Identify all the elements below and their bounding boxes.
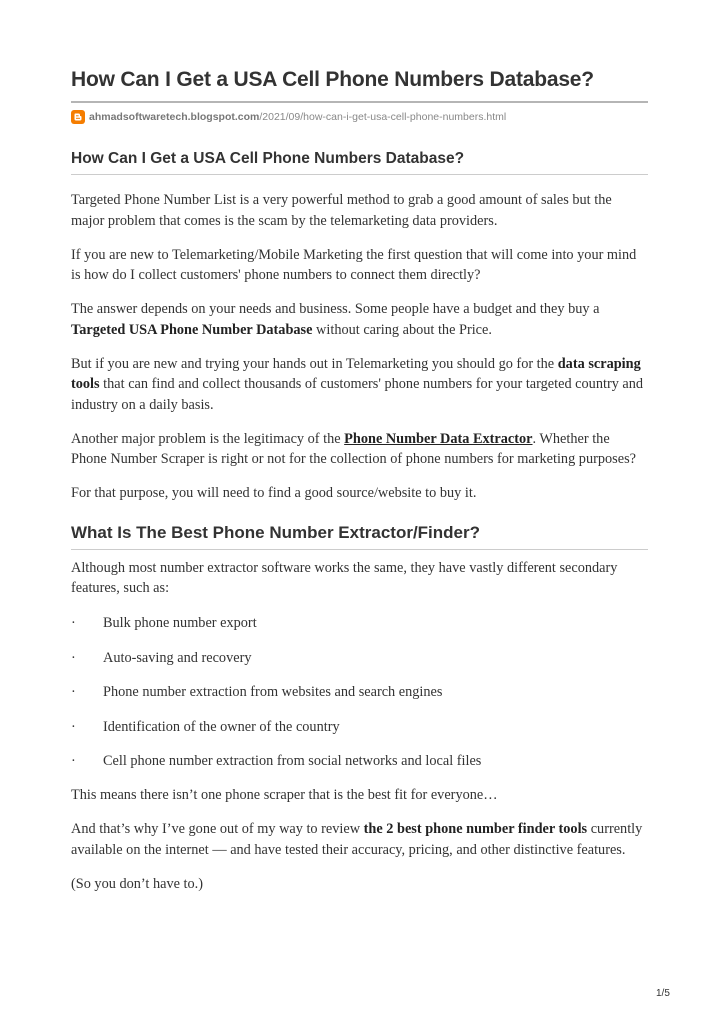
blogger-icon bbox=[71, 110, 85, 124]
bullet-mark: · bbox=[71, 718, 76, 735]
paragraph-10: (So you don’t have to.) bbox=[71, 875, 203, 892]
paragraph-4-bold: data scraping tools bbox=[71, 355, 641, 392]
paragraph-5-text-end: . Whether the Phone Number Scraper is right or not for the collection of phone numbers for marketing purposes? bbox=[71, 430, 636, 467]
paragraph-3-text: The answer depends on your needs and business. Some people have a budget and they buy a bbox=[71, 301, 600, 317]
paragraph-6: For that purpose, you will need to find a good source/website to buy it. bbox=[71, 485, 477, 501]
list-item-text: Auto-saving and recovery bbox=[103, 649, 252, 666]
section-heading-1: How Can I Get a USA Cell Phone Numbers Database? bbox=[71, 150, 465, 167]
paragraph-4 bbox=[71, 354, 648, 416]
paragraph-5 bbox=[71, 429, 648, 470]
paragraph-2: If you are new to Telemarketing/Mobile Marketing the first question that will come into your mind is how do I collect customers' phone numbers to connect them directly? bbox=[71, 246, 637, 283]
list-item bbox=[71, 613, 648, 633]
paragraph-9-bold: the 2 best phone number finder tools bbox=[363, 821, 588, 837]
paragraph-5-text: Another major problem is the legitimacy of the bbox=[71, 430, 345, 447]
list-item-text: Phone number extraction from websites and search engines bbox=[103, 684, 443, 700]
source-domain[interactable]: ahmadsoftwaretech.blogspot.com bbox=[89, 111, 260, 123]
paragraph-4-text-end: that can find and collect thousands of customers' phone numbers for your targeted country and industry on a daily basis. bbox=[71, 376, 644, 413]
paragraph-8: This means there isn’t one phone scraper that is the best fit for everyone… bbox=[71, 787, 498, 803]
document-page bbox=[71, 0, 648, 894]
paragraph-9-text-end: currently available on the internet — and have tested their accuracy, pricing, and other distinctive features. bbox=[71, 821, 643, 858]
heading-divider-2 bbox=[71, 549, 648, 550]
paragraph-9 bbox=[71, 819, 648, 860]
list-item-text: Bulk phone number export bbox=[103, 615, 257, 631]
paragraph-1: Targeted Phone Number List is a very powerful method to grab a good amount of sales but the major problem that comes is the scam by the telemarketing data providers. bbox=[71, 192, 612, 229]
paragraph-3 bbox=[71, 299, 648, 340]
source-path[interactable]: /2021/09/how-can-i-get-usa-cell-phone-numbers.html bbox=[259, 111, 507, 123]
list-item bbox=[71, 717, 648, 737]
section-heading-2: What Is The Best Phone Number Extractor/Finder? bbox=[71, 522, 481, 542]
title-divider bbox=[71, 101, 648, 103]
list-item bbox=[71, 682, 648, 702]
bullet-mark: · bbox=[71, 753, 76, 769]
list-item bbox=[71, 648, 648, 668]
source-url[interactable] bbox=[71, 108, 648, 126]
list-item-text: Identification of the owner of the country bbox=[103, 718, 340, 735]
paragraph-4-text: But if you are new and trying your hands out in Telemarketing you should go for the bbox=[71, 355, 558, 372]
paragraph-3-bold: Targeted USA Phone Number Database bbox=[71, 321, 313, 338]
bullet-mark: · bbox=[71, 649, 76, 666]
phone-number-data-extractor-link[interactable]: Phone Number Data Extractor bbox=[344, 430, 533, 447]
bullet-mark: · bbox=[71, 615, 76, 631]
paragraph-9-text: And that’s why I’ve gone out of my way to review bbox=[71, 821, 364, 837]
document-title: How Can I Get a USA Cell Phone Numbers Database? bbox=[71, 68, 594, 91]
list-item-text: Cell phone number extraction from social networks and local files bbox=[103, 753, 482, 769]
paragraph-3-text-end: without caring about the Price. bbox=[312, 321, 492, 338]
paragraph-7: Although most number extractor software works the same, they have vastly different secondary features, such as: bbox=[71, 559, 618, 596]
heading-divider-1 bbox=[71, 174, 648, 175]
list-item bbox=[71, 751, 648, 771]
bullet-mark: · bbox=[71, 684, 76, 700]
page-number: 1/5 bbox=[656, 988, 670, 999]
